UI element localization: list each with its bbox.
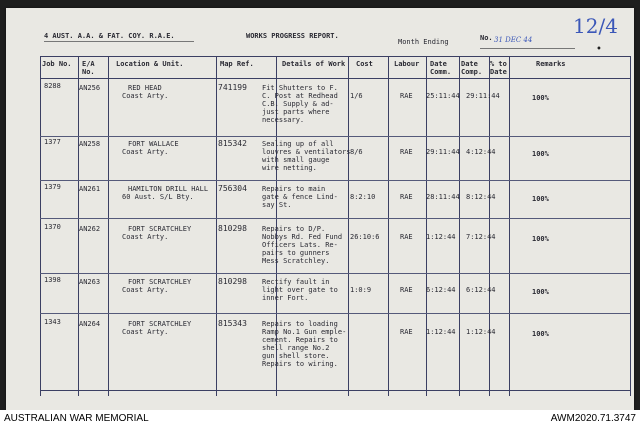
date-commenced: 29:11:44 <box>426 148 460 156</box>
date-completed: 29:11:44 <box>466 92 500 100</box>
column-rule <box>388 56 389 396</box>
column-rule <box>348 56 349 396</box>
date-completed: 4:12:44 <box>466 148 496 156</box>
row-rule <box>40 273 630 274</box>
table-top-rule <box>40 56 630 57</box>
date-commenced: 28:11:44 <box>426 193 460 201</box>
location-name: FORT WALLACE <box>128 140 179 148</box>
number-underline <box>480 48 575 49</box>
number-label: No. <box>480 34 493 42</box>
report-title: WORKS PROGRESS REPORT. <box>246 32 339 40</box>
date-commenced: 1:12:44 <box>426 233 456 241</box>
column-rule <box>459 56 460 396</box>
table-bottom-rule <box>40 390 630 391</box>
location-name: HAMILTON DRILL HALL <box>128 185 209 193</box>
footer-accession: AWM2020.71.3747 <box>550 413 636 424</box>
job-number: 1377 <box>44 138 61 146</box>
map-reference: 815343 <box>218 319 247 328</box>
ea-number: AN262 <box>79 225 101 233</box>
location-name: FORT SCRATCHLEY <box>128 278 192 286</box>
cost-value: 26:10:6 <box>350 233 380 241</box>
percent-complete: 100% <box>532 195 549 203</box>
labour-value: RAE <box>400 233 413 241</box>
date-completed: 7:12:44 <box>466 233 496 241</box>
column-header: % to Date <box>490 60 507 76</box>
unit-name: Coast Arty. <box>122 233 169 241</box>
percent-complete: 100% <box>532 150 549 158</box>
work-details: Sealing up of all louvres & ventilators with small gauge wire netting. <box>262 140 351 172</box>
unit-name: Coast Arty. <box>122 92 169 100</box>
date-commenced: 25:11:44 <box>426 92 460 100</box>
unit-name: 4 AUST. A.A. & FAT. COY. R.A.E. <box>44 32 175 40</box>
column-header: Details of Work <box>282 60 346 68</box>
month-ending-label: Month Ending <box>398 38 449 46</box>
percent-complete: 100% <box>532 235 549 243</box>
row-rule <box>40 180 630 181</box>
map-reference: 810298 <box>218 224 247 233</box>
date-completed: 6:12:44 <box>466 286 496 294</box>
column-header: Job No. <box>42 60 72 68</box>
location-name: RED HEAD <box>128 84 162 92</box>
row-rule <box>40 136 630 137</box>
work-details: Repairs to main gate & fence Lind- say St. <box>262 185 338 209</box>
column-rule <box>426 56 427 396</box>
map-reference: 756304 <box>218 184 247 193</box>
column-rule <box>509 56 510 396</box>
column-header: Location & Unit. <box>116 60 184 68</box>
labour-value: RAE <box>400 328 413 336</box>
document-sheet <box>6 8 634 410</box>
map-reference: 741199 <box>218 83 247 92</box>
job-number: 8288 <box>44 82 61 90</box>
unit-name: 60 Aust. S/L Bty. <box>122 193 194 201</box>
date-commenced: 6:12:44 <box>426 286 456 294</box>
hole-punch-mark: • <box>596 44 602 55</box>
column-header: Map Ref. <box>220 60 254 68</box>
row-rule <box>40 218 630 219</box>
unit-underline <box>44 41 194 42</box>
column-header: E/A No. <box>82 60 95 76</box>
unit-name: Coast Arty. <box>122 328 169 336</box>
cost-value: 8/6 <box>350 148 363 156</box>
unit-name: Coast Arty. <box>122 148 169 156</box>
cost-value: 1:0:9 <box>350 286 372 294</box>
percent-complete: 100% <box>532 330 549 338</box>
job-number: 1343 <box>44 318 61 326</box>
work-details: Rectify fault in light over gate to inner Fort. <box>262 278 338 302</box>
ea-number: AN263 <box>79 278 101 286</box>
location-name: FORT SCRATCHLEY <box>128 225 192 233</box>
ea-number: AN258 <box>79 140 101 148</box>
ea-number: AN261 <box>79 185 101 193</box>
labour-value: RAE <box>400 92 413 100</box>
folio-number: 12/4 <box>573 14 618 38</box>
row-rule <box>40 313 630 314</box>
job-number: 1370 <box>44 223 61 231</box>
labour-value: RAE <box>400 148 413 156</box>
work-details: Fit Shutters to F. C. Post at Redhead C.B. Supply & ad- just parts where necessary. <box>262 84 338 124</box>
map-reference: 810298 <box>218 277 247 286</box>
cost-value: 1/6 <box>350 92 363 100</box>
percent-complete: 100% <box>532 94 549 102</box>
job-number: 1398 <box>44 276 61 284</box>
column-header: Cost <box>356 60 373 68</box>
column-rule <box>489 56 490 396</box>
location-name: FORT SCRATCHLEY <box>128 320 192 328</box>
column-header: Date Comm. <box>430 60 452 76</box>
footer-institution: AUSTRALIAN WAR MEMORIAL <box>4 413 149 424</box>
labour-value: RAE <box>400 286 413 294</box>
date-commenced: 1:12:44 <box>426 328 456 336</box>
ea-number: AN256 <box>79 84 101 92</box>
date-completed: 8:12:44 <box>466 193 496 201</box>
column-header: Date Comp. <box>461 60 483 76</box>
date-completed: 1:12:44 <box>466 328 496 336</box>
labour-value: RAE <box>400 193 413 201</box>
job-number: 1379 <box>44 183 61 191</box>
column-rule <box>40 56 41 396</box>
header-bottom-rule <box>40 78 630 79</box>
column-rule <box>216 56 217 396</box>
cost-value: 8:2:10 <box>350 193 376 201</box>
unit-name: Coast Arty. <box>122 286 169 294</box>
column-header: Labour <box>394 60 420 68</box>
column-rule <box>630 56 631 396</box>
work-details: Repairs to D/P. Nobbys Rd. Fed Fund Officers Lats. Re- pairs to gunners Mess Scratchley. <box>262 225 343 265</box>
ea-number: AN264 <box>79 320 101 328</box>
handwritten-date: 31 DEC 44 <box>494 36 533 44</box>
percent-complete: 100% <box>532 288 549 296</box>
archive-footer <box>0 410 640 428</box>
map-reference: 815342 <box>218 139 247 148</box>
work-details: Repairs to loading Ramp No.1 Gun emple- cement. Repairs to shell range No.2 gun shell store. Repairs to wiring. <box>262 320 347 368</box>
column-header: Remarks <box>536 60 566 68</box>
column-rule <box>108 56 109 396</box>
